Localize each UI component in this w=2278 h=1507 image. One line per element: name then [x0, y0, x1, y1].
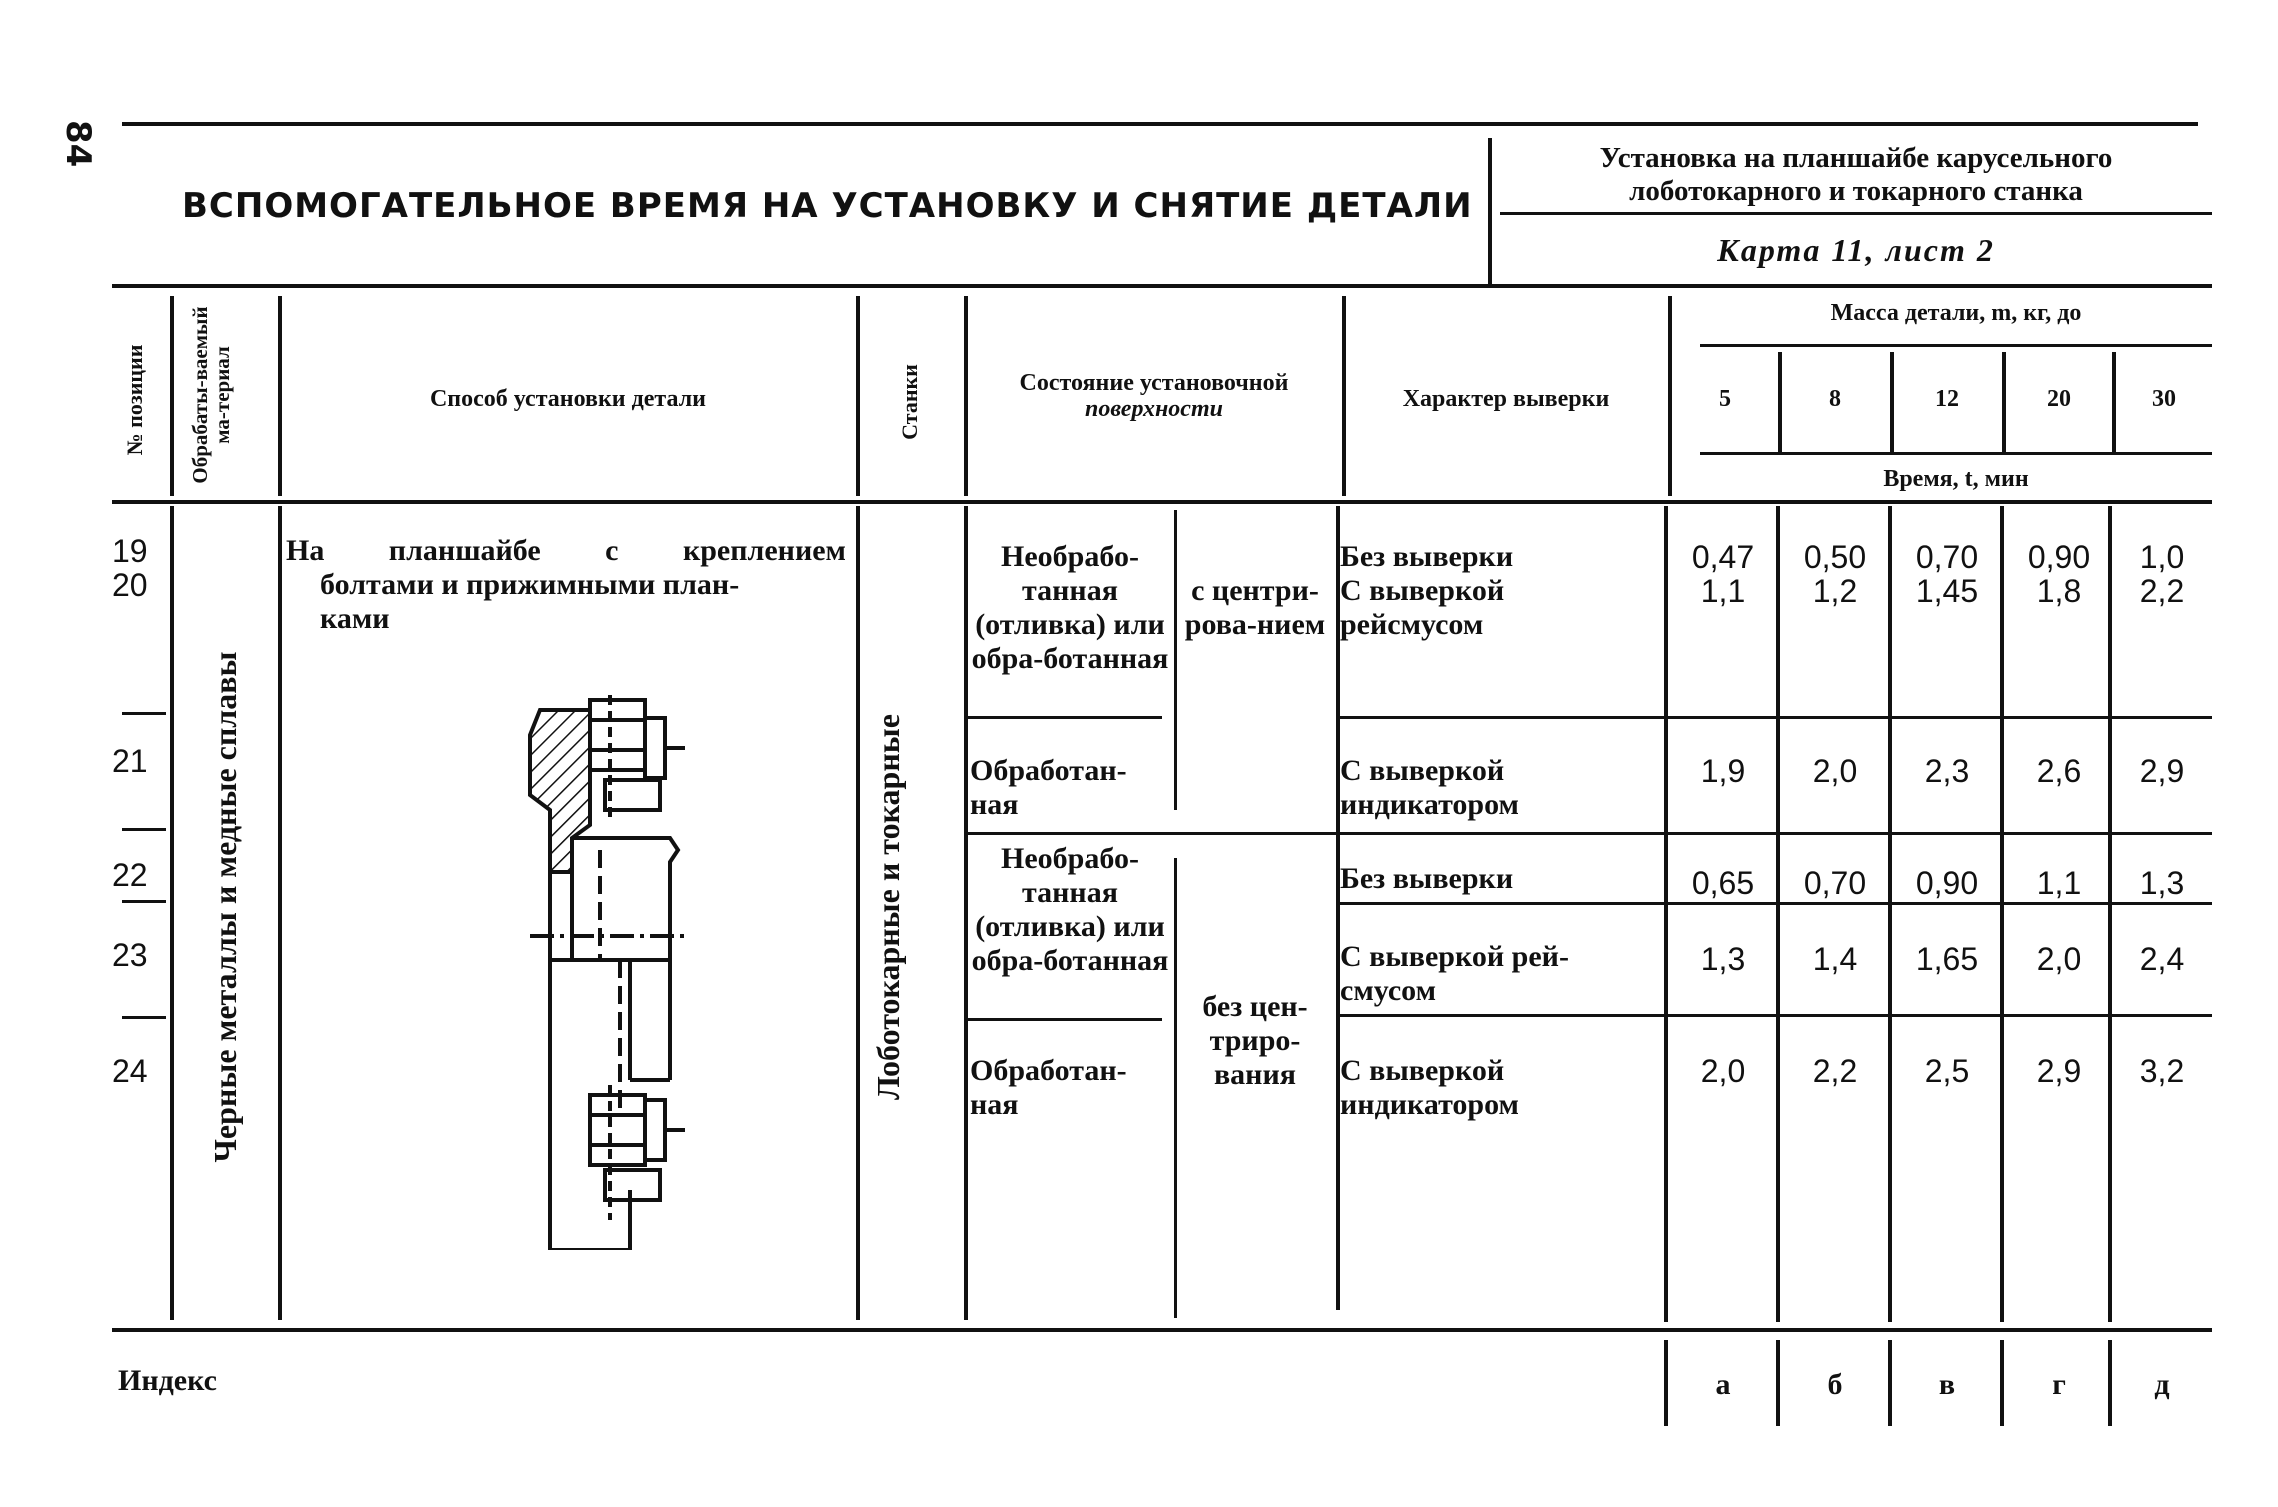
col-header-surface-line1: Состояние установочной	[1019, 370, 1289, 396]
col-header-alignment: Характер выверки	[1402, 386, 1610, 412]
alignment-21: С выверкой индикатором	[1340, 754, 1519, 821]
value-20-a: 1,1	[1700, 573, 1746, 609]
value-21-a: 1,9	[1700, 753, 1746, 789]
value-24-c: 2,5	[1924, 1053, 1970, 1089]
value-23-d: 2,0	[2036, 941, 2082, 977]
value-22-a: 0,65	[1691, 865, 1755, 901]
value-23-e: 2,4	[2139, 941, 2185, 977]
surface-sep-2	[966, 1018, 1162, 1021]
body-line-10	[2108, 506, 2112, 1322]
col-header-machines: Станки	[897, 364, 922, 440]
card-reference: Карта 11, лист 2	[1717, 232, 1995, 268]
top-rule	[122, 122, 2198, 126]
machines-cell: Лоботокарные и токарные	[870, 714, 906, 1100]
mass-value-5: 5	[1719, 386, 1731, 412]
col-header-time: Время, t, мин	[1883, 466, 2029, 492]
pos-19: 19	[112, 533, 148, 569]
value-23-b: 1,4	[1812, 941, 1858, 977]
pos-24: 24	[112, 1053, 148, 1089]
pos-sep-22	[122, 828, 166, 831]
row-sep-21	[1340, 716, 2212, 719]
mass-value-12: 12	[1935, 386, 1959, 412]
surface-unmachined-2: Необрабо-танная (отливка) или обра-ботанная	[971, 842, 1169, 977]
body-line-centering-b	[1174, 858, 1177, 1318]
header-divider	[1488, 138, 1492, 286]
value-24-e: 3,2	[2139, 1053, 2185, 1089]
faceplate-drawing	[510, 690, 710, 1250]
body-line-3	[856, 506, 860, 1320]
subtitle	[1500, 142, 2212, 208]
pos-21: 21	[112, 743, 148, 779]
col-header-surface-line2: поверхности	[1085, 396, 1223, 422]
pos-sep-21	[122, 712, 166, 715]
value-24-b: 2,2	[1812, 1053, 1858, 1089]
value-24-d: 2,9	[2036, 1053, 2082, 1089]
value-21-e: 2,9	[2139, 753, 2185, 789]
value-22-e: 1,3	[2139, 865, 2185, 901]
index-label: Индекс	[118, 1364, 217, 1397]
col-line-1	[170, 296, 174, 496]
value-24-a: 2,0	[1700, 1053, 1746, 1089]
surface-sep-top	[966, 832, 1336, 835]
value-22-d: 1,1	[2036, 865, 2082, 901]
pos-sep-24	[122, 1016, 166, 1019]
pos-20: 20	[112, 567, 148, 603]
centering-with: с центри-рова-нием	[1184, 574, 1326, 641]
col-header-method: Способ установки детали	[429, 386, 707, 412]
pos-23: 23	[112, 937, 148, 973]
value-22-c: 0,90	[1915, 865, 1979, 901]
value-19-c: 0,70	[1915, 539, 1979, 575]
mass-value-8: 8	[1829, 386, 1841, 412]
index-b: б	[1827, 1368, 1843, 1401]
footer-rule	[112, 1328, 2212, 1332]
value-20-d: 1,8	[2036, 573, 2082, 609]
col-header-position: № позиции	[122, 344, 147, 456]
faceplate-section	[530, 710, 590, 872]
alignment-19: Без выверки	[1340, 540, 1514, 573]
body-line-1	[170, 506, 174, 1320]
body-line-8	[1888, 506, 1892, 1322]
page-number: 84	[58, 120, 98, 168]
alignment-22: Без выверки	[1340, 862, 1514, 895]
value-20-b: 1,2	[1812, 573, 1858, 609]
surface-machined-2: Обработан-ная	[970, 1054, 1127, 1121]
alignment-23: С выверкой рей-смусом	[1340, 940, 1569, 1007]
mass-rule	[1700, 344, 2212, 347]
alignment-24: С выверкой индикатором	[1340, 1054, 1519, 1121]
body-line-7	[1776, 506, 1780, 1322]
subtitle-line2: лоботокарного и токарного станка	[1629, 175, 2083, 207]
surface-sep-1	[966, 716, 1162, 719]
pos-22: 22	[112, 857, 148, 893]
subtitle-rule	[1500, 212, 2212, 215]
mass-value-20: 20	[2047, 386, 2071, 412]
method-line1: На планшайбе с креплением	[286, 534, 846, 567]
col-header-surface	[966, 370, 1342, 422]
lower-clamp-bolt	[590, 1085, 685, 1220]
row-sep-24	[1340, 1014, 2212, 1017]
col-header-material: Обрабаты-ваемый ма-териал	[188, 306, 234, 484]
surface-machined-1: Обработан-ная	[970, 754, 1127, 821]
value-20-e: 2,2	[2139, 573, 2185, 609]
value-19-e: 1,0	[2139, 539, 2185, 575]
header-table-rule	[112, 500, 2212, 504]
page-title: ВСПОМОГАТЕЛЬНОЕ ВРЕМЯ НА УСТАНОВКУ И СНЯТИЕ ДЕТАЛИ	[182, 186, 1473, 226]
method-text	[286, 534, 846, 636]
index-c: в	[1938, 1368, 1956, 1401]
value-23-c: 1,65	[1915, 941, 1979, 977]
value-20-c: 1,45	[1915, 573, 1979, 609]
value-23-a: 1,3	[1700, 941, 1746, 977]
method-line3: ками	[320, 602, 390, 635]
value-21-d: 2,6	[2036, 753, 2082, 789]
body-line-4	[964, 506, 968, 1320]
subtitle-line1: Установка на планшайбе карусельного	[1599, 142, 2113, 174]
col-header-mass: Масса детали, m, кг, до	[1830, 300, 2082, 326]
surface-unmachined-1: Необрабо-танная (отливка) или обра-ботанная	[971, 540, 1169, 675]
value-21-b: 2,0	[1812, 753, 1858, 789]
pos-sep-23	[122, 900, 166, 903]
value-19-b: 0,50	[1803, 539, 1867, 575]
value-19-d: 0,90	[2027, 539, 2091, 575]
body-line-9	[2000, 506, 2004, 1322]
value-22-b: 0,70	[1803, 865, 1867, 901]
col-line-3	[856, 296, 860, 496]
alignment-20: С выверкой рейсмусом	[1340, 574, 1505, 641]
method-line2: болтами и прижимными план-	[320, 568, 740, 601]
index-e: д	[2154, 1368, 2170, 1401]
header-bottom-rule	[112, 284, 2212, 288]
index-d: г	[2052, 1368, 2066, 1401]
time-rule	[1700, 452, 2212, 455]
mass-value-30: 30	[2152, 386, 2176, 412]
upper-clamp-bolt	[590, 695, 685, 820]
value-21-c: 2,3	[1924, 753, 1970, 789]
body-line-2	[278, 506, 282, 1320]
row-sep-23	[1340, 902, 2212, 905]
body-line-6	[1664, 506, 1668, 1322]
centering-without: без цен-триро-вания	[1202, 990, 1308, 1091]
index-a: а	[1715, 1368, 1731, 1401]
row-sep-22	[1340, 832, 2212, 835]
material-cell: Черные металлы и медные сплавы	[207, 651, 243, 1163]
body-line-centering	[1174, 510, 1177, 810]
value-19-a: 0,47	[1691, 539, 1755, 575]
